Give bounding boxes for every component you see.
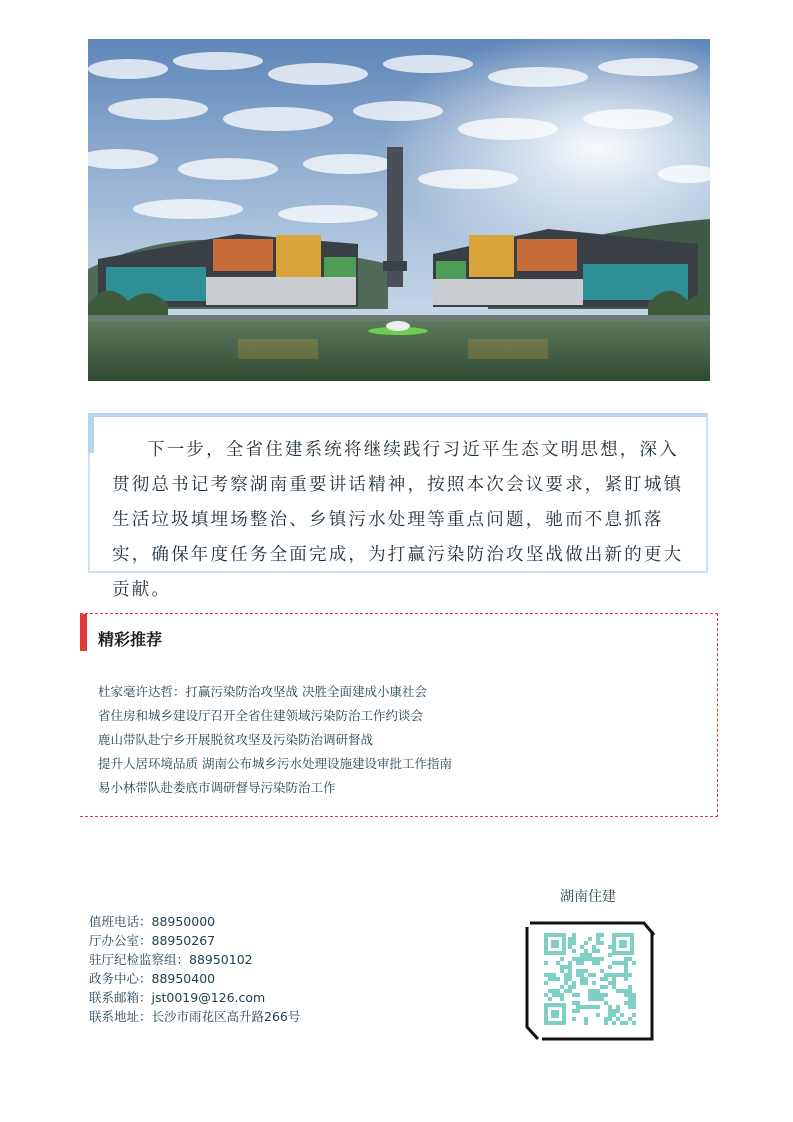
contact-duty-phone: 值班电话：88950000 — [89, 914, 216, 929]
recommend-link-4[interactable]: 提升人居环境品质 湖南公布城乡污水处理设施建设审批工作指南 — [98, 756, 452, 771]
qr-code-icon — [522, 919, 662, 1044]
recommend-accent-bar — [80, 614, 87, 651]
hero-photo — [88, 39, 710, 381]
recommend-link-3[interactable]: 鹿山带队赴宁乡开展脱贫攻坚及污染防治调研督战 — [98, 732, 374, 747]
contact-address: 联系地址：长沙市雨花区高升路266号 — [89, 1009, 301, 1024]
recommend-link-1[interactable]: 杜家毫许达哲：打赢污染防治攻坚战 决胜全面建成小康社会 — [98, 684, 427, 699]
qr-title: 湖南住建 — [560, 889, 616, 905]
contact-service-phone: 政务中心：88950400 — [89, 971, 216, 986]
contact-email: 联系邮箱：jst0019@126.com — [89, 990, 266, 1005]
building-photo-illustration — [88, 39, 710, 381]
recommend-link-5[interactable]: 易小林带队赴娄底市调研督导污染防治工作 — [98, 780, 336, 795]
recommend-link-2[interactable]: 省住房和城乡建设厅召开全省住建领域污染防治工作约谈会 — [98, 708, 424, 723]
contact-office-phone: 厅办公室：88950267 — [89, 933, 216, 948]
highlight-paragraph-box — [88, 413, 708, 600]
recommend-list — [98, 680, 452, 800]
contact-info — [89, 912, 300, 1026]
box-accent — [88, 413, 94, 453]
recommend-title: 精彩推荐 — [98, 630, 163, 649]
highlight-paragraph: 下一步，全省住建系统将继续践行习近平生态文明思想，深入贯彻总书记考察湖南重要讲话精神，按照本次会议要求，紧盯城镇生活垃圾填埋场整治、乡镇污水处理等重点问题，驰而不息抓落实，确保年度任务全面完成，为打赢污染防治攻坚战做出新的更大贡献。 — [112, 440, 684, 600]
recommend-section — [80, 613, 718, 817]
contact-inspection-phone: 驻厅纪检监察组：88950102 — [89, 952, 253, 967]
